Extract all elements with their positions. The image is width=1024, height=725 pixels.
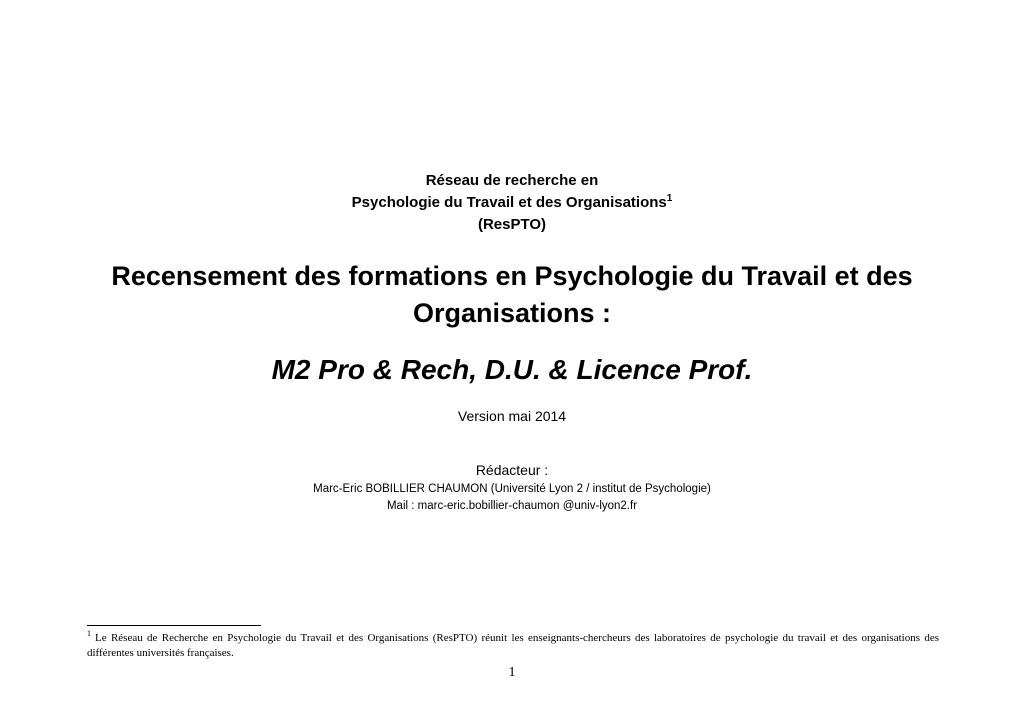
editor-mail[interactable]: Mail : marc-eric.bobillier-chaumon @univ-lyon2.fr — [386, 500, 638, 512]
editor-label: Rédacteur : — [475, 462, 549, 478]
page-number: 1 — [508, 665, 516, 680]
network-acronym: (ResPTO) — [477, 216, 547, 233]
document-subtitle: M2 Pro & Rech, D.U. & Licence Prof. — [271, 354, 753, 385]
network-header-line2 — [0, 192, 1024, 214]
document-title — [60, 258, 964, 332]
version-label: Version mai 2014 — [457, 408, 567, 424]
footnote — [87, 631, 939, 661]
network-header-line1: Réseau de recherche en — [425, 172, 599, 189]
footnote-reference[interactable]: 1 — [666, 193, 673, 204]
editor-info — [0, 481, 1024, 515]
footnote-number: 1 — [87, 629, 91, 638]
footnote-separator — [87, 625, 261, 626]
network-name: Psychologie du Travail et des Organisations — [351, 194, 667, 211]
network-header — [0, 170, 1024, 236]
document-title-line1: Recensement des formations en Psychologie du Travail et des — [111, 261, 913, 291]
document-title-line2: Organisations : — [412, 298, 612, 328]
footnote-text: Le Réseau de Recherche en Psychologie du Travail et des Organisations (ResPTO) réunit les enseignants-chercheurs des laboratoires de psychologie du travail et des organisations des différentes universités françaises. — [87, 632, 939, 659]
editor-name: Marc-Eric BOBILLIER CHAUMON (Université Lyon 2 / institut de Psychologie) — [313, 483, 711, 495]
